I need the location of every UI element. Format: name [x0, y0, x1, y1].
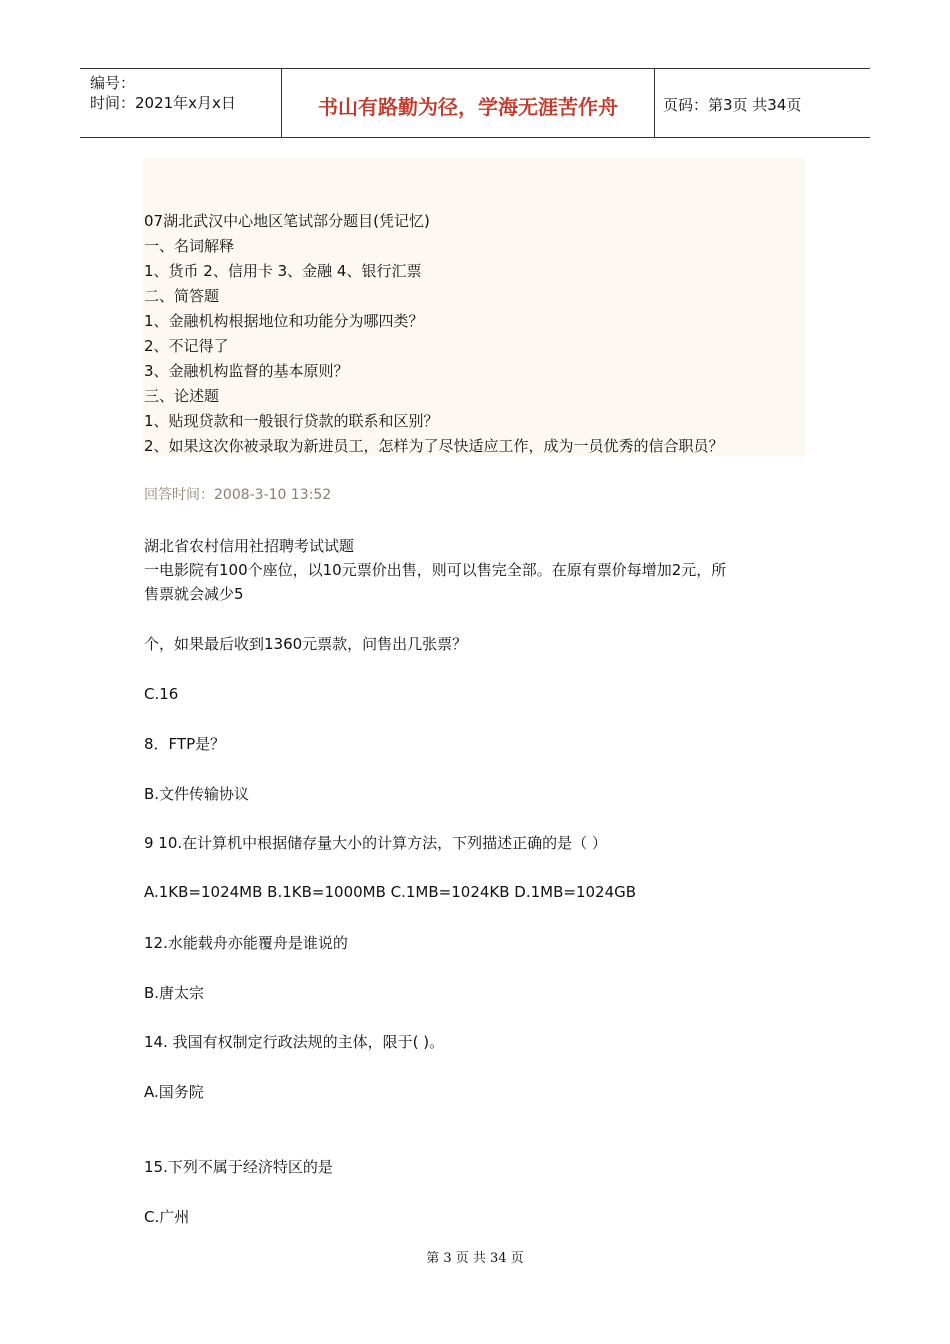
- section1-line: 一、名词解释: [144, 237, 235, 255]
- page-header: [80, 68, 870, 138]
- document-number-label: 编号：: [90, 74, 136, 92]
- header-left-cell: [80, 69, 282, 137]
- question-line: 个，如果最后收到1360元票款，问售出几张票？: [144, 635, 468, 653]
- section2-title: 湖北省农村信用社招聘考试试题: [144, 537, 355, 555]
- header-page-number: 页码：第3页 共34页: [663, 96, 802, 114]
- section1-line: 2、不记得了: [144, 337, 229, 355]
- header-middle-cell: [282, 69, 655, 137]
- header-motto: 书山有路勤为径，学海无涯苦作舟: [318, 95, 618, 119]
- answer-line: B.文件传输协议: [144, 785, 250, 803]
- page-footer: 第 3 页 共 34 页: [426, 1251, 524, 1266]
- answer-line: B.唐太宗: [144, 984, 205, 1002]
- section1-line: 1、贴现贷款和一般银行贷款的联系和区别？: [144, 412, 439, 430]
- question-line: 12.水能载舟亦能覆舟是谁说的: [144, 934, 348, 952]
- question-line: 9 10.在计算机中根据储存量大小的计算方法，下列描述正确的是（ ）: [144, 834, 607, 852]
- question-line: 售票就会减少5: [144, 585, 244, 603]
- section1-line: 1、货币 2、信用卡 3、金融 4、银行汇票: [144, 262, 422, 280]
- answer-line: C.广州: [144, 1208, 190, 1226]
- question-line: 15.下列不属于经济特区的是: [144, 1158, 333, 1176]
- answer-line: C.16: [144, 685, 179, 703]
- question-line: 14. 我国有权制定行政法规的主体，限于( )。: [144, 1033, 445, 1051]
- section1-line: 2、如果这次你被录取为新进员工，怎样为了尽快适应工作，成为一员优秀的信合职员？: [144, 437, 724, 455]
- answer-line: A.国务院: [144, 1083, 204, 1101]
- document-time-label: 时间：2021年x月x日: [90, 94, 236, 112]
- section1-line: 1、金融机构根据地位和功能分为哪四类？: [144, 312, 424, 330]
- section1-line: 3、金融机构监督的基本原则？: [144, 362, 349, 380]
- answer-time: 回答时间：2008-3-10 13:52: [144, 487, 332, 503]
- question-line: 一电影院有100个座位，以10元票价出售，则可以售完全部。在原有票价每增加2元，所: [144, 561, 727, 579]
- options-line: A.1KB=1024MB B.1KB=1000MB C.1MB=1024KB D.1MB=1024GB: [144, 883, 637, 901]
- header-right-cell: [655, 69, 870, 137]
- question-line: 8．FTP是？: [144, 735, 226, 753]
- section1-title: 07湖北武汉中心地区笔试部分题目(凭记忆): [144, 212, 430, 230]
- section1-line: 三、论述题: [144, 387, 220, 405]
- section1-line: 二、简答题: [144, 287, 220, 305]
